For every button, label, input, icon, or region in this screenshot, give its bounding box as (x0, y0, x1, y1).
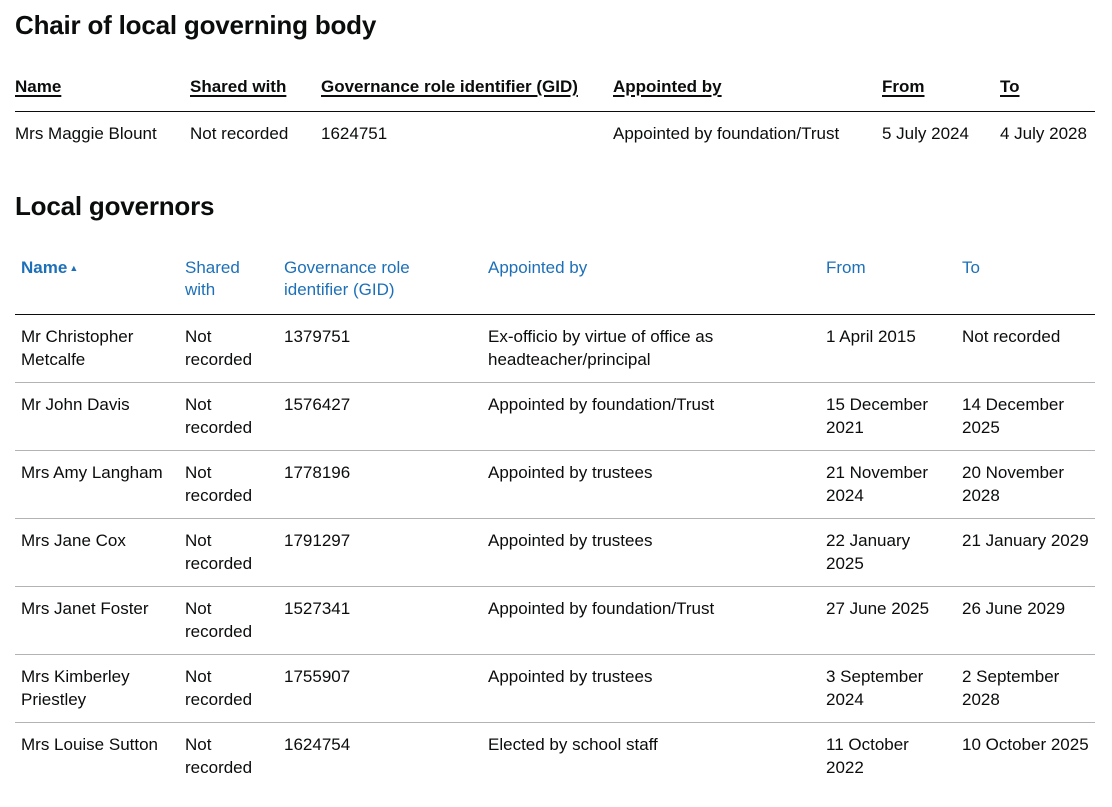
chair-col-to[interactable]: To (1000, 70, 1095, 112)
cell-gid: 1791297 (278, 519, 482, 587)
cell-appointed-by: Appointed by foundation/Trust (482, 587, 820, 655)
local-header-row (15, 248, 1095, 315)
cell-shared-with: Not recorded (179, 655, 278, 723)
cell-name: Mrs Jane Cox (15, 519, 179, 587)
chair-col-shared-with[interactable]: Shared with (190, 70, 321, 112)
cell-to: 20 November 2028 (956, 451, 1095, 519)
table-row (15, 587, 1095, 655)
cell-shared-with: Not recorded (179, 451, 278, 519)
cell-from: 21 November 2024 (820, 451, 956, 519)
cell-to: Not recorded (956, 315, 1095, 383)
table-row (15, 519, 1095, 587)
cell-from: 11 October 2022 (826, 735, 909, 777)
cell-shared-with: Not recorded (179, 315, 278, 383)
cell-appointed-by: Appointed by trustees (482, 519, 820, 587)
cell-gid: 1379751 (278, 315, 482, 383)
cell-appointed-by: Appointed by trustees (482, 655, 820, 723)
local-governors-table (15, 248, 1095, 790)
local-governors-heading: Local governors (15, 191, 215, 221)
cell-to: 4 July 2028 (1000, 124, 1087, 143)
cell-shared-with: Not recorded (179, 587, 278, 655)
sort-ascending-icon: ▲ (69, 263, 79, 273)
cell-gid: 1624754 (284, 735, 351, 754)
cell-name: Mrs Kimberley Priestley (15, 655, 179, 723)
cell-to: 26 June 2029 (956, 587, 1095, 655)
cell-gid: 1527341 (278, 587, 482, 655)
chair-col-gid[interactable]: Governance role identifier (GID) (321, 70, 613, 112)
cell-name: Mr John Davis (15, 383, 179, 451)
chair-col-name[interactable]: Name (15, 70, 190, 112)
table-row (15, 723, 1095, 791)
local-governors-body (15, 315, 1095, 791)
cell-gid: 1778196 (278, 451, 482, 519)
cell-from: 5 July 2024 (882, 124, 969, 143)
sort-by-gid-link[interactable]: Governance role identifier (GID) (278, 248, 482, 315)
cell-appointed-by: Appointed by trustees (482, 451, 820, 519)
cell-shared-with: Not recorded (179, 383, 278, 451)
cell-shared-with: Not recorded (185, 735, 253, 777)
cell-to: 10 October 2025 (962, 735, 1089, 754)
cell-to: 2 September 2028 (956, 655, 1095, 723)
cell-to: 14 December 2025 (956, 383, 1095, 451)
cell-name: Mrs Maggie Blount (15, 124, 157, 143)
cell-shared-with: Not recorded (190, 124, 289, 143)
cell-from: 27 June 2025 (820, 587, 956, 655)
cell-appointed-by: Appointed by foundation/Trust (613, 124, 840, 143)
chair-col-appointed-by[interactable]: Appointed by (613, 70, 882, 112)
sort-by-name-link[interactable]: Name ▲ (15, 248, 179, 315)
cell-appointed-by: Ex-officio by virtue of office as headteacher/principal (482, 315, 820, 383)
cell-appointed-by: Appointed by foundation/Trust (482, 383, 820, 451)
sort-by-to-link[interactable]: To (956, 248, 1095, 315)
cell-from: 3 September 2024 (820, 655, 956, 723)
cell-gid: 1576427 (278, 383, 482, 451)
sort-by-shared-with-link[interactable]: Shared with (179, 248, 278, 315)
table-row (15, 451, 1095, 519)
cell-from: 22 January 2025 (820, 519, 956, 587)
cell-name: Mr Christopher Metcalfe (15, 315, 179, 383)
cell-from: 15 December 2021 (820, 383, 956, 451)
sort-by-from-link[interactable]: From (820, 248, 956, 315)
table-row (15, 315, 1095, 383)
sort-by-appointed-by-link[interactable]: Appointed by (482, 248, 820, 315)
table-row (15, 655, 1095, 723)
chair-col-from[interactable]: From (882, 70, 1000, 112)
cell-gid: 1624751 (321, 124, 388, 143)
cell-from: 1 April 2015 (820, 315, 956, 383)
chair-header-row (15, 70, 1095, 112)
table-row (15, 383, 1095, 451)
table-row (15, 112, 1095, 157)
cell-appointed-by: Elected by school staff (488, 735, 658, 754)
cell-name: Mrs Janet Foster (15, 587, 179, 655)
chair-table (15, 70, 1095, 156)
chair-heading: Chair of local governing body (15, 10, 377, 40)
cell-name: Mrs Louise Sutton (21, 735, 159, 754)
cell-gid: 1755907 (278, 655, 482, 723)
cell-name: Mrs Amy Langham (15, 451, 179, 519)
cell-to: 21 January 2029 (956, 519, 1095, 587)
cell-shared-with: Not recorded (179, 519, 278, 587)
